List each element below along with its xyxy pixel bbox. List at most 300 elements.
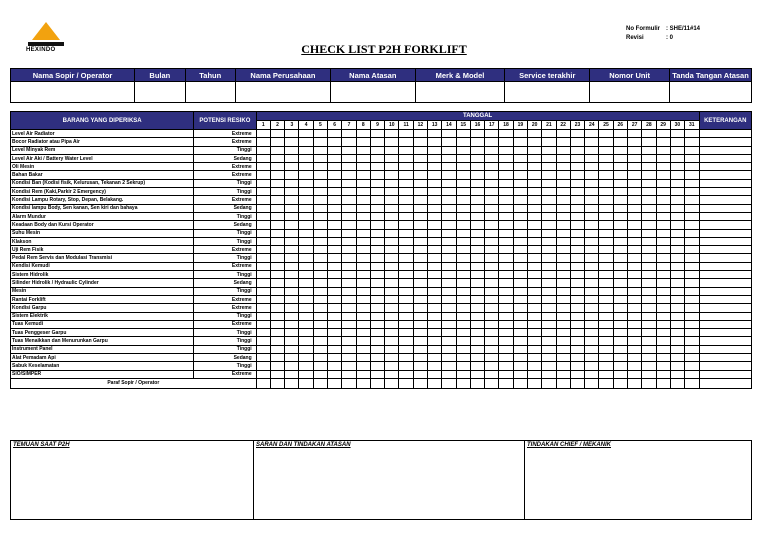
check-cell[interactable] bbox=[285, 154, 299, 162]
check-cell[interactable] bbox=[656, 179, 670, 187]
note-cell[interactable] bbox=[699, 179, 751, 187]
check-cell[interactable] bbox=[313, 138, 327, 146]
check-cell[interactable] bbox=[356, 188, 370, 196]
check-cell[interactable] bbox=[527, 196, 541, 204]
check-cell[interactable] bbox=[399, 279, 413, 287]
check-cell[interactable] bbox=[356, 130, 370, 138]
check-cell[interactable] bbox=[542, 246, 556, 254]
check-cell[interactable] bbox=[613, 279, 627, 287]
check-cell[interactable] bbox=[485, 287, 499, 295]
check-cell[interactable] bbox=[513, 130, 527, 138]
check-cell[interactable] bbox=[627, 329, 641, 337]
check-cell[interactable] bbox=[299, 212, 313, 220]
check-cell[interactable] bbox=[428, 196, 442, 204]
check-cell[interactable] bbox=[313, 337, 327, 345]
check-cell[interactable] bbox=[370, 329, 384, 337]
check-cell[interactable] bbox=[570, 304, 584, 312]
check-cell[interactable] bbox=[256, 146, 270, 154]
check-cell[interactable] bbox=[485, 262, 499, 270]
check-cell[interactable] bbox=[570, 246, 584, 254]
check-cell[interactable] bbox=[499, 154, 513, 162]
check-cell[interactable] bbox=[370, 287, 384, 295]
check-cell[interactable] bbox=[342, 354, 356, 362]
check-cell[interactable] bbox=[428, 171, 442, 179]
paraf-cell[interactable] bbox=[285, 378, 299, 388]
check-cell[interactable] bbox=[527, 229, 541, 237]
check-cell[interactable] bbox=[470, 221, 484, 229]
check-cell[interactable] bbox=[642, 130, 656, 138]
check-cell[interactable] bbox=[442, 345, 456, 353]
check-cell[interactable] bbox=[442, 337, 456, 345]
check-cell[interactable] bbox=[613, 337, 627, 345]
check-cell[interactable] bbox=[442, 362, 456, 370]
check-cell[interactable] bbox=[570, 320, 584, 328]
check-cell[interactable] bbox=[627, 130, 641, 138]
check-cell[interactable] bbox=[556, 188, 570, 196]
check-cell[interactable] bbox=[385, 196, 399, 204]
note-cell[interactable] bbox=[699, 345, 751, 353]
check-cell[interactable] bbox=[656, 370, 670, 378]
check-cell[interactable] bbox=[670, 345, 684, 353]
check-cell[interactable] bbox=[542, 188, 556, 196]
check-cell[interactable] bbox=[556, 320, 570, 328]
check-cell[interactable] bbox=[513, 295, 527, 303]
check-cell[interactable] bbox=[313, 304, 327, 312]
check-cell[interactable] bbox=[542, 345, 556, 353]
check-cell[interactable] bbox=[499, 295, 513, 303]
check-cell[interactable] bbox=[470, 279, 484, 287]
note-cell[interactable] bbox=[699, 171, 751, 179]
check-cell[interactable] bbox=[599, 212, 613, 220]
paraf-cell[interactable] bbox=[499, 378, 513, 388]
check-cell[interactable] bbox=[428, 312, 442, 320]
check-cell[interactable] bbox=[399, 287, 413, 295]
check-cell[interactable] bbox=[413, 171, 427, 179]
check-cell[interactable] bbox=[656, 188, 670, 196]
check-cell[interactable] bbox=[513, 337, 527, 345]
check-cell[interactable] bbox=[642, 204, 656, 212]
check-cell[interactable] bbox=[470, 179, 484, 187]
check-cell[interactable] bbox=[256, 237, 270, 245]
check-cell[interactable] bbox=[527, 312, 541, 320]
note-cell[interactable] bbox=[699, 246, 751, 254]
check-cell[interactable] bbox=[442, 163, 456, 171]
check-cell[interactable] bbox=[656, 320, 670, 328]
note-cell[interactable] bbox=[699, 163, 751, 171]
check-cell[interactable] bbox=[313, 188, 327, 196]
check-cell[interactable] bbox=[270, 337, 284, 345]
check-cell[interactable] bbox=[685, 354, 699, 362]
check-cell[interactable] bbox=[527, 262, 541, 270]
check-cell[interactable] bbox=[313, 345, 327, 353]
check-cell[interactable] bbox=[499, 312, 513, 320]
check-cell[interactable] bbox=[370, 304, 384, 312]
check-cell[interactable] bbox=[499, 279, 513, 287]
check-cell[interactable] bbox=[599, 163, 613, 171]
check-cell[interactable] bbox=[585, 246, 599, 254]
check-cell[interactable] bbox=[270, 212, 284, 220]
check-cell[interactable] bbox=[670, 370, 684, 378]
check-cell[interactable] bbox=[299, 271, 313, 279]
check-cell[interactable] bbox=[399, 262, 413, 270]
check-cell[interactable] bbox=[642, 262, 656, 270]
check-cell[interactable] bbox=[456, 212, 470, 220]
check-cell[interactable] bbox=[342, 163, 356, 171]
check-cell[interactable] bbox=[328, 229, 342, 237]
check-cell[interactable] bbox=[527, 254, 541, 262]
note-cell[interactable] bbox=[699, 362, 751, 370]
check-cell[interactable] bbox=[456, 279, 470, 287]
check-cell[interactable] bbox=[485, 237, 499, 245]
check-cell[interactable] bbox=[428, 246, 442, 254]
check-cell[interactable] bbox=[485, 320, 499, 328]
check-cell[interactable] bbox=[613, 204, 627, 212]
check-cell[interactable] bbox=[342, 320, 356, 328]
check-cell[interactable] bbox=[399, 179, 413, 187]
check-cell[interactable] bbox=[299, 312, 313, 320]
check-cell[interactable] bbox=[356, 229, 370, 237]
check-cell[interactable] bbox=[542, 295, 556, 303]
check-cell[interactable] bbox=[499, 138, 513, 146]
check-cell[interactable] bbox=[470, 196, 484, 204]
check-cell[interactable] bbox=[585, 304, 599, 312]
check-cell[interactable] bbox=[613, 304, 627, 312]
check-cell[interactable] bbox=[485, 154, 499, 162]
check-cell[interactable] bbox=[542, 370, 556, 378]
check-cell[interactable] bbox=[527, 221, 541, 229]
check-cell[interactable] bbox=[513, 138, 527, 146]
check-cell[interactable] bbox=[556, 262, 570, 270]
check-cell[interactable] bbox=[399, 320, 413, 328]
check-cell[interactable] bbox=[356, 204, 370, 212]
check-cell[interactable] bbox=[499, 287, 513, 295]
check-cell[interactable] bbox=[642, 345, 656, 353]
note-cell[interactable] bbox=[699, 312, 751, 320]
check-cell[interactable] bbox=[399, 370, 413, 378]
check-cell[interactable] bbox=[442, 320, 456, 328]
check-cell[interactable] bbox=[399, 354, 413, 362]
check-cell[interactable] bbox=[299, 146, 313, 154]
check-cell[interactable] bbox=[685, 229, 699, 237]
check-cell[interactable] bbox=[642, 329, 656, 337]
check-cell[interactable] bbox=[356, 254, 370, 262]
check-cell[interactable] bbox=[685, 221, 699, 229]
check-cell[interactable] bbox=[499, 304, 513, 312]
check-cell[interactable] bbox=[456, 204, 470, 212]
check-cell[interactable] bbox=[270, 362, 284, 370]
check-cell[interactable] bbox=[556, 171, 570, 179]
check-cell[interactable] bbox=[599, 204, 613, 212]
check-cell[interactable] bbox=[642, 271, 656, 279]
check-cell[interactable] bbox=[342, 262, 356, 270]
check-cell[interactable] bbox=[370, 320, 384, 328]
check-cell[interactable] bbox=[670, 354, 684, 362]
paraf-cell[interactable] bbox=[428, 378, 442, 388]
check-cell[interactable] bbox=[442, 196, 456, 204]
check-cell[interactable] bbox=[256, 179, 270, 187]
check-cell[interactable] bbox=[413, 130, 427, 138]
check-cell[interactable] bbox=[656, 337, 670, 345]
check-cell[interactable] bbox=[527, 362, 541, 370]
paraf-cell[interactable] bbox=[256, 378, 270, 388]
paraf-cell[interactable] bbox=[556, 378, 570, 388]
check-cell[interactable] bbox=[256, 345, 270, 353]
check-cell[interactable] bbox=[613, 329, 627, 337]
check-cell[interactable] bbox=[656, 329, 670, 337]
check-cell[interactable] bbox=[499, 271, 513, 279]
check-cell[interactable] bbox=[428, 320, 442, 328]
check-cell[interactable] bbox=[599, 179, 613, 187]
check-cell[interactable] bbox=[685, 237, 699, 245]
check-cell[interactable] bbox=[570, 138, 584, 146]
check-cell[interactable] bbox=[385, 204, 399, 212]
check-cell[interactable] bbox=[385, 246, 399, 254]
check-cell[interactable] bbox=[585, 130, 599, 138]
check-cell[interactable] bbox=[270, 370, 284, 378]
check-cell[interactable] bbox=[370, 262, 384, 270]
check-cell[interactable] bbox=[385, 262, 399, 270]
check-cell[interactable] bbox=[656, 304, 670, 312]
check-cell[interactable] bbox=[556, 237, 570, 245]
check-cell[interactable] bbox=[513, 204, 527, 212]
paraf-cell[interactable] bbox=[685, 378, 699, 388]
check-cell[interactable] bbox=[285, 279, 299, 287]
check-cell[interactable] bbox=[585, 254, 599, 262]
check-cell[interactable] bbox=[485, 337, 499, 345]
check-cell[interactable] bbox=[485, 354, 499, 362]
check-cell[interactable] bbox=[585, 271, 599, 279]
check-cell[interactable] bbox=[585, 362, 599, 370]
check-cell[interactable] bbox=[270, 138, 284, 146]
check-cell[interactable] bbox=[370, 246, 384, 254]
check-cell[interactable] bbox=[599, 246, 613, 254]
check-cell[interactable] bbox=[456, 320, 470, 328]
check-cell[interactable] bbox=[370, 354, 384, 362]
check-cell[interactable] bbox=[456, 345, 470, 353]
check-cell[interactable] bbox=[428, 254, 442, 262]
note-cell[interactable] bbox=[699, 146, 751, 154]
check-cell[interactable] bbox=[342, 179, 356, 187]
check-cell[interactable] bbox=[599, 171, 613, 179]
check-cell[interactable] bbox=[328, 262, 342, 270]
check-cell[interactable] bbox=[413, 295, 427, 303]
check-cell[interactable] bbox=[328, 179, 342, 187]
check-cell[interactable] bbox=[485, 271, 499, 279]
check-cell[interactable] bbox=[642, 154, 656, 162]
check-cell[interactable] bbox=[413, 279, 427, 287]
check-cell[interactable] bbox=[613, 271, 627, 279]
check-cell[interactable] bbox=[585, 337, 599, 345]
check-cell[interactable] bbox=[527, 138, 541, 146]
check-cell[interactable] bbox=[356, 212, 370, 220]
check-cell[interactable] bbox=[599, 221, 613, 229]
check-cell[interactable] bbox=[499, 337, 513, 345]
check-cell[interactable] bbox=[599, 329, 613, 337]
check-cell[interactable] bbox=[685, 279, 699, 287]
check-cell[interactable] bbox=[570, 295, 584, 303]
check-cell[interactable] bbox=[399, 138, 413, 146]
check-cell[interactable] bbox=[485, 221, 499, 229]
check-cell[interactable] bbox=[685, 320, 699, 328]
check-cell[interactable] bbox=[456, 304, 470, 312]
check-cell[interactable] bbox=[428, 154, 442, 162]
check-cell[interactable] bbox=[556, 312, 570, 320]
check-cell[interactable] bbox=[285, 304, 299, 312]
check-cell[interactable] bbox=[313, 237, 327, 245]
check-cell[interactable] bbox=[656, 295, 670, 303]
check-cell[interactable] bbox=[313, 271, 327, 279]
check-cell[interactable] bbox=[485, 138, 499, 146]
check-cell[interactable] bbox=[685, 171, 699, 179]
check-cell[interactable] bbox=[428, 204, 442, 212]
check-cell[interactable] bbox=[656, 163, 670, 171]
check-cell[interactable] bbox=[527, 212, 541, 220]
paraf-cell[interactable] bbox=[313, 378, 327, 388]
findings-box[interactable] bbox=[11, 441, 254, 519]
check-cell[interactable] bbox=[670, 304, 684, 312]
check-cell[interactable] bbox=[527, 179, 541, 187]
check-cell[interactable] bbox=[513, 329, 527, 337]
check-cell[interactable] bbox=[627, 212, 641, 220]
check-cell[interactable] bbox=[270, 171, 284, 179]
check-cell[interactable] bbox=[270, 130, 284, 138]
check-cell[interactable] bbox=[542, 304, 556, 312]
check-cell[interactable] bbox=[613, 246, 627, 254]
check-cell[interactable] bbox=[627, 138, 641, 146]
check-cell[interactable] bbox=[499, 196, 513, 204]
check-cell[interactable] bbox=[313, 154, 327, 162]
check-cell[interactable] bbox=[370, 345, 384, 353]
check-cell[interactable] bbox=[370, 362, 384, 370]
check-cell[interactable] bbox=[613, 212, 627, 220]
header-field-input[interactable] bbox=[135, 82, 185, 103]
check-cell[interactable] bbox=[485, 295, 499, 303]
check-cell[interactable] bbox=[299, 279, 313, 287]
check-cell[interactable] bbox=[470, 254, 484, 262]
check-cell[interactable] bbox=[599, 337, 613, 345]
check-cell[interactable] bbox=[370, 271, 384, 279]
check-cell[interactable] bbox=[542, 329, 556, 337]
check-cell[interactable] bbox=[342, 146, 356, 154]
check-cell[interactable] bbox=[499, 212, 513, 220]
check-cell[interactable] bbox=[627, 254, 641, 262]
note-cell[interactable] bbox=[699, 337, 751, 345]
check-cell[interactable] bbox=[685, 362, 699, 370]
check-cell[interactable] bbox=[285, 262, 299, 270]
check-cell[interactable] bbox=[413, 362, 427, 370]
check-cell[interactable] bbox=[570, 221, 584, 229]
check-cell[interactable] bbox=[356, 262, 370, 270]
note-cell[interactable] bbox=[699, 138, 751, 146]
check-cell[interactable] bbox=[656, 130, 670, 138]
check-cell[interactable] bbox=[356, 237, 370, 245]
check-cell[interactable] bbox=[499, 130, 513, 138]
check-cell[interactable] bbox=[270, 254, 284, 262]
check-cell[interactable] bbox=[413, 262, 427, 270]
check-cell[interactable] bbox=[370, 221, 384, 229]
check-cell[interactable] bbox=[513, 154, 527, 162]
check-cell[interactable] bbox=[385, 171, 399, 179]
check-cell[interactable] bbox=[385, 370, 399, 378]
check-cell[interactable] bbox=[542, 130, 556, 138]
check-cell[interactable] bbox=[428, 138, 442, 146]
check-cell[interactable] bbox=[342, 254, 356, 262]
check-cell[interactable] bbox=[570, 179, 584, 187]
check-cell[interactable] bbox=[599, 271, 613, 279]
check-cell[interactable] bbox=[556, 370, 570, 378]
check-cell[interactable] bbox=[642, 229, 656, 237]
check-cell[interactable] bbox=[456, 370, 470, 378]
check-cell[interactable] bbox=[499, 221, 513, 229]
check-cell[interactable] bbox=[542, 229, 556, 237]
check-cell[interactable] bbox=[299, 354, 313, 362]
check-cell[interactable] bbox=[470, 229, 484, 237]
check-cell[interactable] bbox=[399, 171, 413, 179]
check-cell[interactable] bbox=[299, 171, 313, 179]
check-cell[interactable] bbox=[328, 146, 342, 154]
check-cell[interactable] bbox=[485, 163, 499, 171]
header-field-input[interactable] bbox=[590, 82, 670, 103]
check-cell[interactable] bbox=[356, 271, 370, 279]
note-cell[interactable] bbox=[699, 212, 751, 220]
check-cell[interactable] bbox=[513, 271, 527, 279]
check-cell[interactable] bbox=[356, 146, 370, 154]
check-cell[interactable] bbox=[485, 345, 499, 353]
check-cell[interactable] bbox=[385, 237, 399, 245]
check-cell[interactable] bbox=[542, 337, 556, 345]
check-cell[interactable] bbox=[456, 287, 470, 295]
check-cell[interactable] bbox=[328, 279, 342, 287]
check-cell[interactable] bbox=[356, 345, 370, 353]
check-cell[interactable] bbox=[627, 229, 641, 237]
check-cell[interactable] bbox=[442, 146, 456, 154]
check-cell[interactable] bbox=[270, 246, 284, 254]
check-cell[interactable] bbox=[613, 130, 627, 138]
check-cell[interactable] bbox=[442, 312, 456, 320]
check-cell[interactable] bbox=[328, 130, 342, 138]
check-cell[interactable] bbox=[342, 337, 356, 345]
check-cell[interactable] bbox=[599, 254, 613, 262]
check-cell[interactable] bbox=[485, 370, 499, 378]
check-cell[interactable] bbox=[627, 362, 641, 370]
check-cell[interactable] bbox=[656, 171, 670, 179]
check-cell[interactable] bbox=[599, 188, 613, 196]
check-cell[interactable] bbox=[399, 362, 413, 370]
check-cell[interactable] bbox=[527, 271, 541, 279]
check-cell[interactable] bbox=[442, 354, 456, 362]
check-cell[interactable] bbox=[642, 354, 656, 362]
check-cell[interactable] bbox=[485, 171, 499, 179]
check-cell[interactable] bbox=[542, 179, 556, 187]
check-cell[interactable] bbox=[585, 320, 599, 328]
check-cell[interactable] bbox=[313, 196, 327, 204]
check-cell[interactable] bbox=[370, 229, 384, 237]
check-cell[interactable] bbox=[328, 212, 342, 220]
check-cell[interactable] bbox=[299, 370, 313, 378]
check-cell[interactable] bbox=[313, 362, 327, 370]
paraf-cell[interactable] bbox=[342, 378, 356, 388]
note-cell[interactable] bbox=[699, 237, 751, 245]
note-cell[interactable] bbox=[699, 188, 751, 196]
paraf-cell[interactable] bbox=[513, 378, 527, 388]
check-cell[interactable] bbox=[328, 171, 342, 179]
check-cell[interactable] bbox=[527, 188, 541, 196]
check-cell[interactable] bbox=[413, 237, 427, 245]
check-cell[interactable] bbox=[485, 212, 499, 220]
check-cell[interactable] bbox=[328, 345, 342, 353]
check-cell[interactable] bbox=[342, 196, 356, 204]
check-cell[interactable] bbox=[413, 329, 427, 337]
